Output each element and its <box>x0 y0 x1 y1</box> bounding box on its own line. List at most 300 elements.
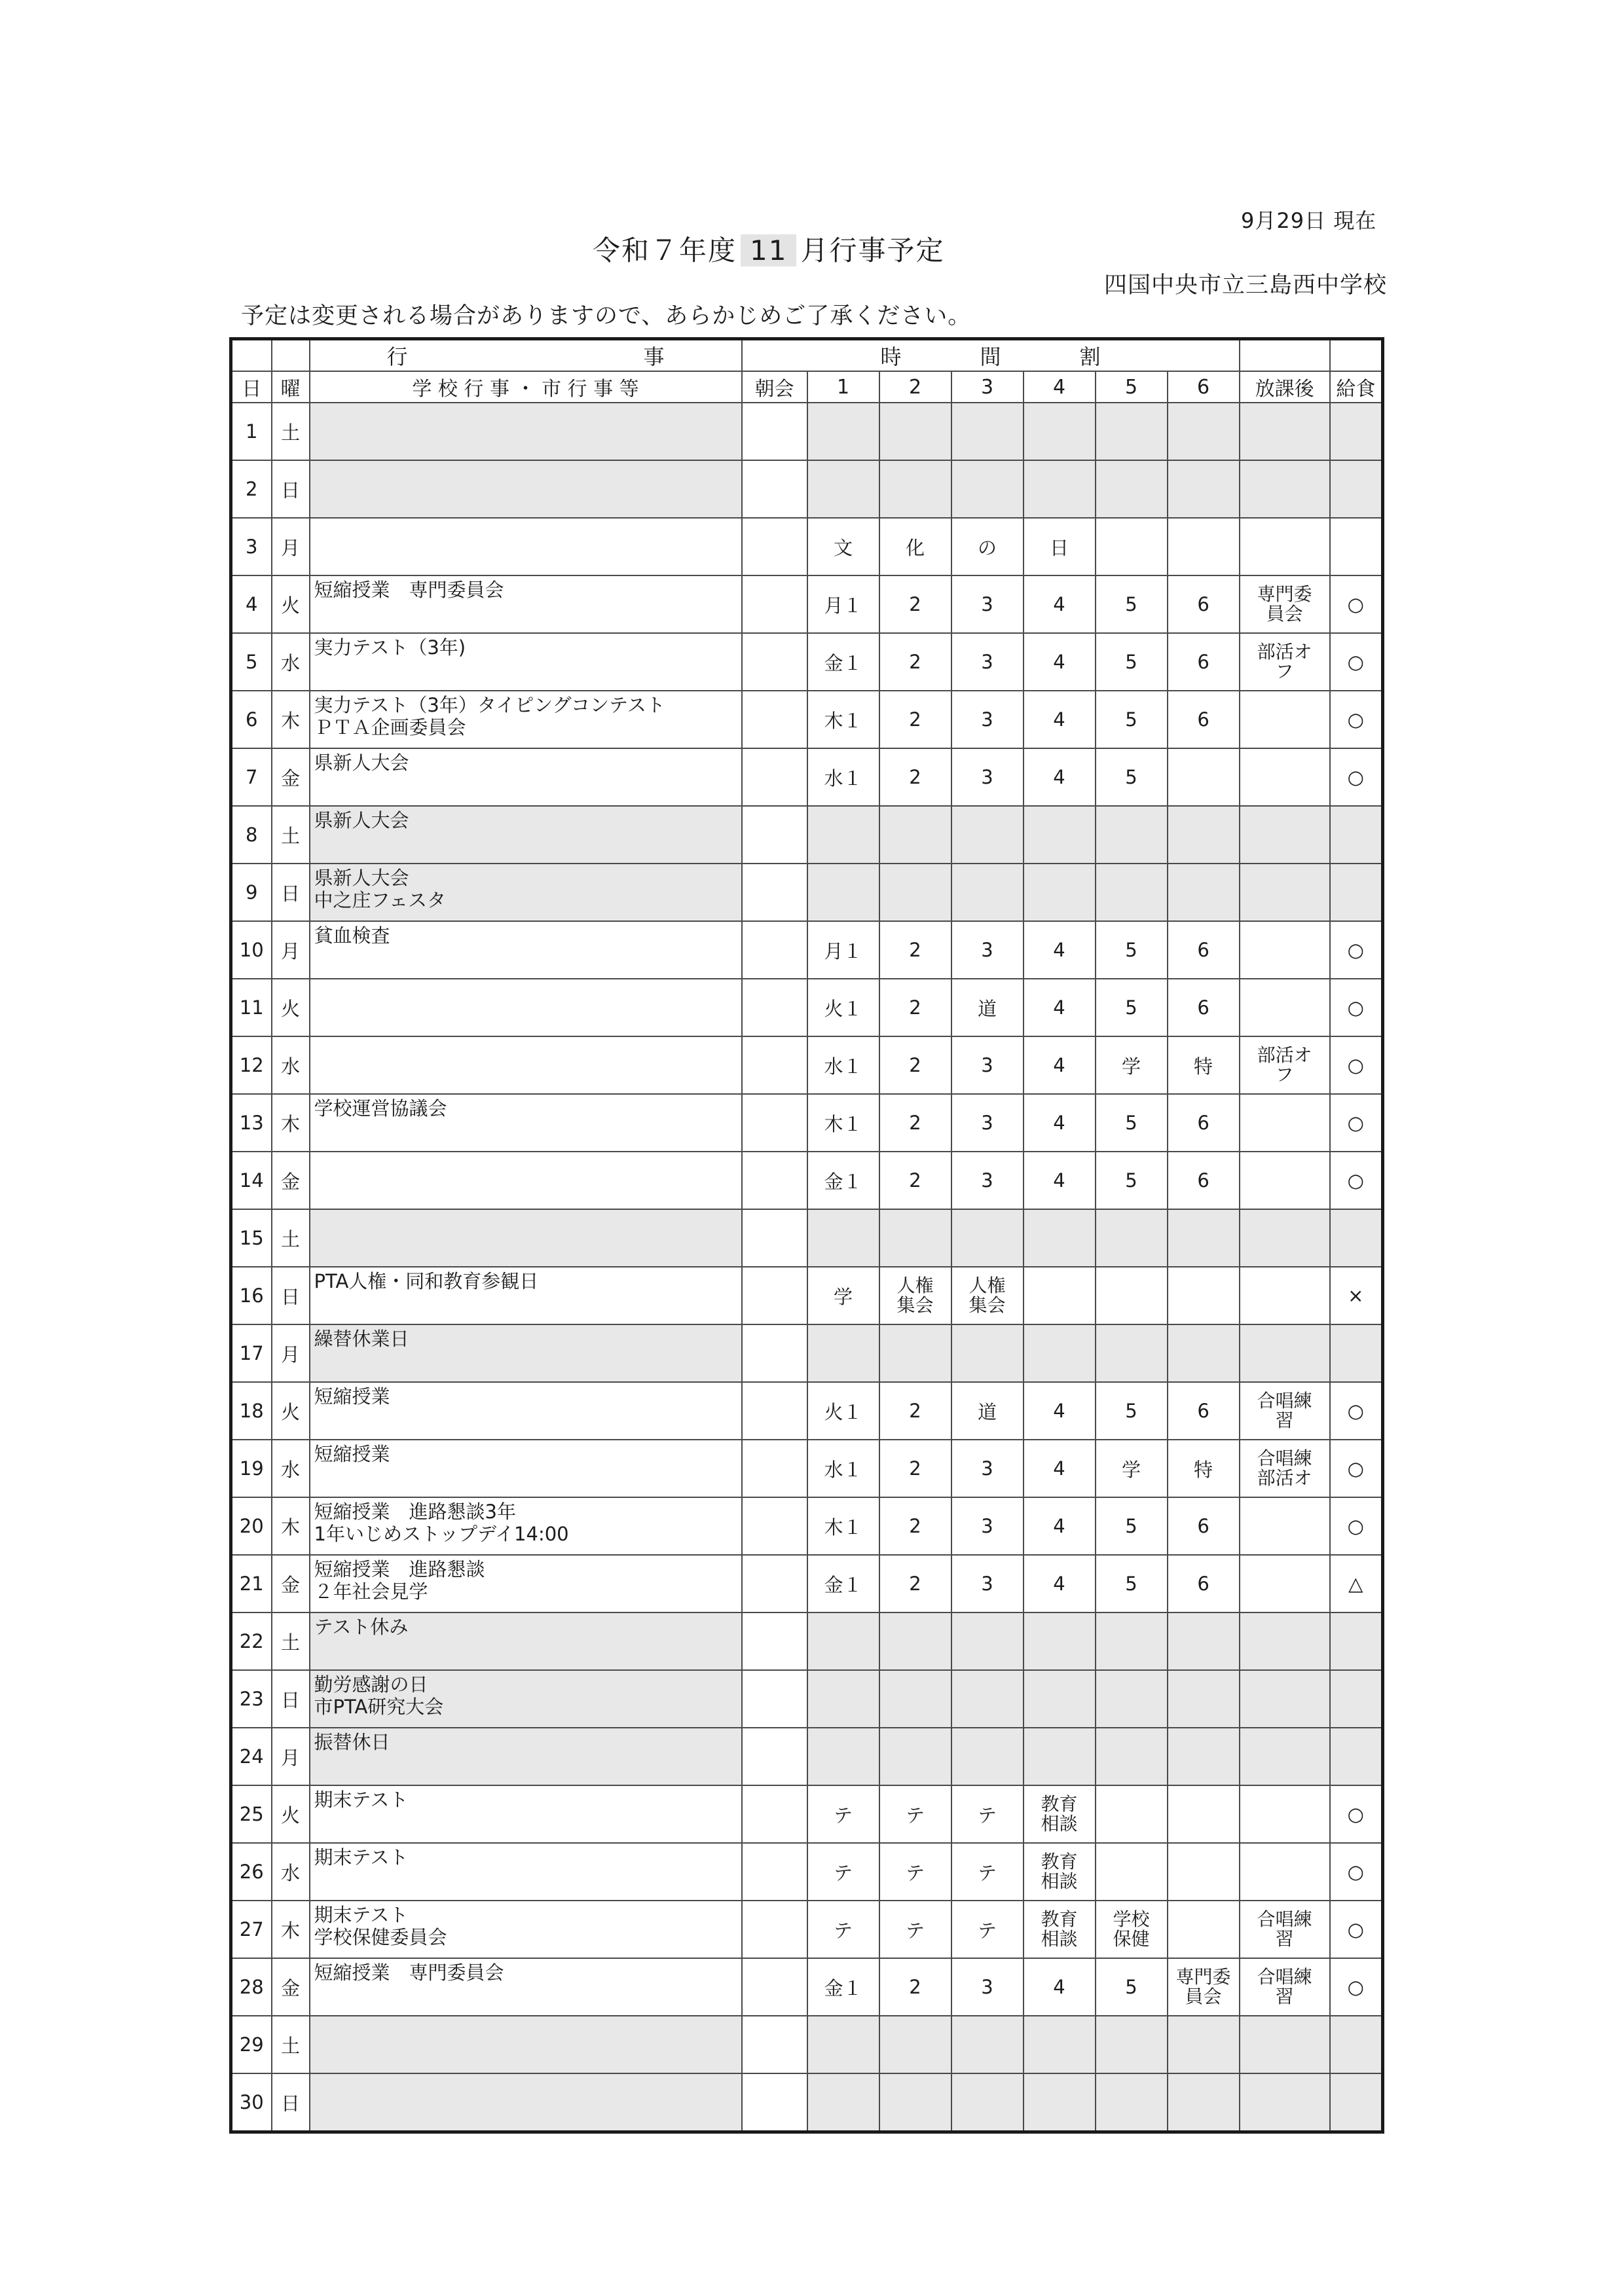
period-cell: 2 <box>879 1497 951 1555</box>
day-cell: 13 <box>231 1094 272 1152</box>
period-cell: 2 <box>879 575 951 633</box>
period-cell: 6 <box>1168 575 1240 633</box>
period-cell <box>1096 518 1168 575</box>
lunch-cell <box>1330 460 1383 518</box>
lunch-cell: ○ <box>1330 1036 1383 1094</box>
period-cell: 学校 保健 <box>1096 1901 1168 1958</box>
day-cell: 12 <box>231 1036 272 1094</box>
period-cell: 木１ <box>807 691 879 748</box>
lunch-cell <box>1330 403 1383 460</box>
period-cell <box>1168 864 1240 921</box>
day-cell: 25 <box>231 1785 272 1843</box>
table-row <box>231 1036 1383 1094</box>
period-cell <box>1024 1267 1096 1324</box>
day-cell: 18 <box>231 1382 272 1440</box>
after-school-cell: 部活オ フ <box>1240 1036 1330 1094</box>
period-cell: 学 <box>807 1267 879 1324</box>
lunch-cell: ○ <box>1330 1094 1383 1152</box>
header-day: 日 <box>231 371 272 403</box>
period-cell <box>1168 518 1240 575</box>
period-cell <box>1168 748 1240 806</box>
event-cell <box>310 1036 742 1094</box>
weekday-cell: 水 <box>272 1843 310 1901</box>
period-cell: 3 <box>951 1440 1024 1497</box>
period-cell <box>1168 806 1240 864</box>
day-cell: 11 <box>231 979 272 1036</box>
period-cell: 3 <box>951 1958 1024 2016</box>
weekday-cell: 木 <box>272 1497 310 1555</box>
period-cell: 5 <box>1096 1497 1168 1555</box>
weekday-cell: 日 <box>272 1267 310 1324</box>
period-cell: 専門委 員会 <box>1168 1958 1240 2016</box>
period-cell: 3 <box>951 1036 1024 1094</box>
title-month: 11 <box>741 234 796 266</box>
morning-cell <box>742 403 807 460</box>
period-cell: 4 <box>1024 1440 1096 1497</box>
header-blank-weekday <box>272 339 310 372</box>
weekday-cell: 月 <box>272 518 310 575</box>
period-cell: 4 <box>1024 1958 1096 2016</box>
period-cell <box>879 1324 951 1382</box>
period-cell: 5 <box>1096 1382 1168 1440</box>
period-cell: 2 <box>879 1382 951 1440</box>
period-cell <box>1168 460 1240 518</box>
header-gyo: 行 <box>386 344 408 369</box>
lunch-cell <box>1330 2073 1383 2132</box>
lunch-cell <box>1330 1670 1383 1728</box>
header-blank-lunch <box>1330 339 1383 372</box>
lunch-cell <box>1330 1209 1383 1267</box>
morning-cell <box>742 460 807 518</box>
after-school-cell <box>1240 748 1330 806</box>
header-timetable-group <box>742 339 1240 372</box>
table-row <box>231 460 1383 518</box>
table-row <box>231 1497 1383 1555</box>
weekday-cell: 金 <box>272 1152 310 1209</box>
period-cell: 水１ <box>807 1036 879 1094</box>
period-cell: 3 <box>951 691 1024 748</box>
period-cell <box>879 1613 951 1670</box>
after-school-cell <box>1240 1843 1330 1901</box>
period-cell: テ <box>879 1901 951 1958</box>
period-cell: テ <box>807 1785 879 1843</box>
period-cell: 道 <box>951 1382 1024 1440</box>
event-cell: 短縮授業 専門委員会 <box>310 575 742 633</box>
period-cell: 4 <box>1024 1497 1096 1555</box>
after-school-cell <box>1240 806 1330 864</box>
weekday-cell: 水 <box>272 1440 310 1497</box>
table-row <box>231 1267 1383 1324</box>
period-cell: 5 <box>1096 1094 1168 1152</box>
period-cell: テ <box>879 1785 951 1843</box>
day-cell: 2 <box>231 460 272 518</box>
table-row <box>231 1728 1383 1785</box>
weekday-cell: 月 <box>272 1324 310 1382</box>
header-events-group <box>310 339 742 372</box>
day-cell: 9 <box>231 864 272 921</box>
period-cell: 道 <box>951 979 1024 1036</box>
period-cell: 化 <box>879 518 951 575</box>
period-cell: 4 <box>1024 1036 1096 1094</box>
period-cell: 5 <box>1096 921 1168 979</box>
table-row <box>231 1843 1383 1901</box>
period-cell: 4 <box>1024 575 1096 633</box>
period-cell <box>879 460 951 518</box>
period-cell: 2 <box>879 691 951 748</box>
morning-cell <box>742 1901 807 1958</box>
day-cell: 23 <box>231 1670 272 1728</box>
after-school-cell <box>1240 1152 1330 1209</box>
header-morning: 朝会 <box>742 371 807 403</box>
period-cell: 金１ <box>807 633 879 691</box>
period-cell <box>807 1209 879 1267</box>
morning-cell <box>742 2016 807 2073</box>
day-cell: 28 <box>231 1958 272 2016</box>
period-cell: 4 <box>1024 1094 1096 1152</box>
morning-cell <box>742 1209 807 1267</box>
period-cell: 2 <box>879 979 951 1036</box>
period-cell <box>1096 1324 1168 1382</box>
event-cell: 学校運営協議会 <box>310 1094 742 1152</box>
lunch-cell: ○ <box>1330 1497 1383 1555</box>
weekday-cell: 日 <box>272 1670 310 1728</box>
morning-cell <box>742 1152 807 1209</box>
period-cell: 2 <box>879 1094 951 1152</box>
period-cell <box>1168 1901 1240 1958</box>
morning-cell <box>742 864 807 921</box>
event-cell: 貧血検査 <box>310 921 742 979</box>
lunch-cell: ○ <box>1330 633 1383 691</box>
header-weekday: 曜 <box>272 371 310 403</box>
period-cell <box>879 1728 951 1785</box>
weekday-cell: 月 <box>272 921 310 979</box>
table-row <box>231 1094 1383 1152</box>
period-cell: 2 <box>879 1555 951 1613</box>
period-cell <box>1096 1785 1168 1843</box>
day-cell: 15 <box>231 1209 272 1267</box>
period-cell: 木１ <box>807 1094 879 1152</box>
period-cell <box>807 2016 879 2073</box>
period-cell: 水１ <box>807 748 879 806</box>
period-cell: 木１ <box>807 1497 879 1555</box>
period-cell: 月１ <box>807 575 879 633</box>
weekday-cell: 水 <box>272 633 310 691</box>
period-cell <box>1096 403 1168 460</box>
after-school-cell <box>1240 1324 1330 1382</box>
event-cell: 県新人大会 中之庄フェスタ <box>310 864 742 921</box>
period-cell <box>951 864 1024 921</box>
period-cell <box>807 403 879 460</box>
header-after-school: 放課後 <box>1240 371 1330 403</box>
period-cell <box>1024 403 1096 460</box>
table-row <box>231 1324 1383 1382</box>
header-wari: 割 <box>1079 344 1101 369</box>
lunch-cell: ○ <box>1330 1901 1383 1958</box>
period-cell: 4 <box>1024 921 1096 979</box>
morning-cell <box>742 1036 807 1094</box>
lunch-cell: ○ <box>1330 1843 1383 1901</box>
lunch-cell <box>1330 2016 1383 2073</box>
day-cell: 3 <box>231 518 272 575</box>
table-row <box>231 1785 1383 1843</box>
period-cell: 火１ <box>807 1382 879 1440</box>
period-cell: 教育 相談 <box>1024 1901 1096 1958</box>
period-cell: 2 <box>879 1036 951 1094</box>
period-cell <box>807 1613 879 1670</box>
period-cell <box>807 1728 879 1785</box>
table-row <box>231 1209 1383 1267</box>
weekday-cell: 土 <box>272 1613 310 1670</box>
table-row <box>231 921 1383 979</box>
table-row <box>231 1670 1383 1728</box>
period-cell: 2 <box>879 1958 951 2016</box>
period-cell: 火１ <box>807 979 879 1036</box>
day-cell: 5 <box>231 633 272 691</box>
period-cell <box>807 2073 879 2132</box>
day-cell: 6 <box>231 691 272 748</box>
lunch-cell: ○ <box>1330 691 1383 748</box>
day-cell: 1 <box>231 403 272 460</box>
period-cell <box>1024 806 1096 864</box>
lunch-cell: ○ <box>1330 1382 1383 1440</box>
period-cell: 6 <box>1168 633 1240 691</box>
weekday-cell: 水 <box>272 1036 310 1094</box>
after-school-cell <box>1240 1497 1330 1555</box>
period-cell: 4 <box>1024 1555 1096 1613</box>
lunch-cell: △ <box>1330 1555 1383 1613</box>
period-cell: 教育 相談 <box>1024 1843 1096 1901</box>
period-cell: 金１ <box>807 1958 879 2016</box>
period-cell: 金１ <box>807 1555 879 1613</box>
header-p5: 5 <box>1096 371 1168 403</box>
event-cell: 県新人大会 <box>310 806 742 864</box>
weekday-cell: 金 <box>272 1555 310 1613</box>
period-cell: 文 <box>807 518 879 575</box>
header-row-1 <box>231 339 1383 372</box>
day-cell: 26 <box>231 1843 272 1901</box>
event-cell <box>310 979 742 1036</box>
period-cell <box>1168 1670 1240 1728</box>
period-cell: テ <box>951 1785 1024 1843</box>
period-cell <box>1096 806 1168 864</box>
weekday-cell: 金 <box>272 1958 310 2016</box>
event-cell: テスト休み <box>310 1613 742 1670</box>
table-row <box>231 633 1383 691</box>
morning-cell <box>742 575 807 633</box>
lunch-cell: ○ <box>1330 979 1383 1036</box>
period-cell: 学 <box>1096 1440 1168 1497</box>
event-cell: 短縮授業 進路懇談3年 1年いじめストップデイ14:00 <box>310 1497 742 1555</box>
weekday-cell: 木 <box>272 1901 310 1958</box>
after-school-cell <box>1240 2016 1330 2073</box>
table-row <box>231 748 1383 806</box>
weekday-cell: 火 <box>272 979 310 1036</box>
header-row-2 <box>231 371 1383 403</box>
weekday-cell: 土 <box>272 2016 310 2073</box>
period-cell <box>1168 403 1240 460</box>
header-ji2: 時 <box>880 344 902 369</box>
period-cell <box>1024 2073 1096 2132</box>
period-cell: テ <box>807 1843 879 1901</box>
period-cell <box>1096 2016 1168 2073</box>
period-cell <box>879 2073 951 2132</box>
period-cell: 6 <box>1168 1382 1240 1440</box>
period-cell <box>1168 2016 1240 2073</box>
after-school-cell <box>1240 921 1330 979</box>
event-cell: 短縮授業 <box>310 1382 742 1440</box>
period-cell <box>1096 1843 1168 1901</box>
table-row <box>231 518 1383 575</box>
event-cell: 繰替休業日 <box>310 1324 742 1382</box>
morning-cell <box>742 1728 807 1785</box>
morning-cell <box>742 1958 807 2016</box>
table-row <box>231 1152 1383 1209</box>
period-cell: テ <box>879 1843 951 1901</box>
period-cell <box>1096 1613 1168 1670</box>
table-row <box>231 806 1383 864</box>
morning-cell <box>742 1613 807 1670</box>
period-cell: 5 <box>1096 691 1168 748</box>
period-cell: 特 <box>1168 1036 1240 1094</box>
day-cell: 29 <box>231 2016 272 2073</box>
weekday-cell: 月 <box>272 1728 310 1785</box>
period-cell: 2 <box>879 921 951 979</box>
header-kan: 間 <box>980 344 1001 369</box>
lunch-cell <box>1330 864 1383 921</box>
event-cell <box>310 1152 742 1209</box>
table-row <box>231 2016 1383 2073</box>
table-row <box>231 691 1383 748</box>
table-row <box>231 403 1383 460</box>
period-cell: 2 <box>879 1440 951 1497</box>
morning-cell <box>742 1555 807 1613</box>
period-cell: 特 <box>1168 1440 1240 1497</box>
period-cell: 6 <box>1168 1152 1240 1209</box>
lunch-cell <box>1330 1613 1383 1670</box>
after-school-cell <box>1240 403 1330 460</box>
header-p2: 2 <box>879 371 951 403</box>
period-cell <box>1024 460 1096 518</box>
period-cell: テ <box>951 1843 1024 1901</box>
after-school-cell: 合唱練 習 <box>1240 1901 1330 1958</box>
table-row <box>231 2073 1383 2132</box>
after-school-cell <box>1240 460 1330 518</box>
header-blank-after <box>1240 339 1330 372</box>
after-school-cell <box>1240 518 1330 575</box>
schedule-table <box>229 337 1384 2134</box>
period-cell <box>807 864 879 921</box>
period-cell: 4 <box>1024 748 1096 806</box>
period-cell: 4 <box>1024 979 1096 1036</box>
period-cell <box>1096 460 1168 518</box>
table-row <box>231 575 1383 633</box>
period-cell: 3 <box>951 748 1024 806</box>
period-cell <box>1024 1209 1096 1267</box>
period-cell: 水１ <box>807 1440 879 1497</box>
period-cell <box>1024 1728 1096 1785</box>
schedule-body <box>231 403 1383 2132</box>
after-school-cell <box>1240 1209 1330 1267</box>
lunch-cell: × <box>1330 1267 1383 1324</box>
period-cell: 日 <box>1024 518 1096 575</box>
morning-cell <box>742 979 807 1036</box>
after-school-cell: 専門委 員会 <box>1240 575 1330 633</box>
event-cell: 期末テスト 学校保健委員会 <box>310 1901 742 1958</box>
period-cell <box>879 1209 951 1267</box>
header-p4: 4 <box>1024 371 1096 403</box>
period-cell <box>879 403 951 460</box>
period-cell: 人権 集会 <box>879 1267 951 1324</box>
after-school-cell <box>1240 1094 1330 1152</box>
header-p1: 1 <box>807 371 879 403</box>
morning-cell <box>742 1382 807 1440</box>
period-cell <box>879 1670 951 1728</box>
period-cell: 教育 相談 <box>1024 1785 1096 1843</box>
period-cell <box>1168 1843 1240 1901</box>
weekday-cell: 金 <box>272 748 310 806</box>
period-cell: 4 <box>1024 691 1096 748</box>
morning-cell <box>742 1843 807 1901</box>
period-cell <box>807 806 879 864</box>
morning-cell <box>742 2073 807 2132</box>
table-row <box>231 864 1383 921</box>
event-cell <box>310 2073 742 2132</box>
table-row <box>231 1555 1383 1613</box>
period-cell <box>951 1209 1024 1267</box>
event-cell <box>310 2016 742 2073</box>
weekday-cell: 土 <box>272 403 310 460</box>
day-cell: 8 <box>231 806 272 864</box>
day-cell: 22 <box>231 1613 272 1670</box>
day-cell: 7 <box>231 748 272 806</box>
period-cell <box>951 806 1024 864</box>
lunch-cell: ○ <box>1330 921 1383 979</box>
event-cell: 振替休日 <box>310 1728 742 1785</box>
after-school-cell <box>1240 691 1330 748</box>
table-row <box>231 1901 1383 1958</box>
morning-cell <box>742 1440 807 1497</box>
period-cell <box>1096 1209 1168 1267</box>
period-cell: 金１ <box>807 1152 879 1209</box>
event-cell: 短縮授業 進路懇談 ２年社会見学 <box>310 1555 742 1613</box>
period-cell: 3 <box>951 633 1024 691</box>
morning-cell <box>742 1094 807 1152</box>
after-school-cell: 合唱練 習 <box>1240 1382 1330 1440</box>
event-cell: 短縮授業 専門委員会 <box>310 1958 742 2016</box>
period-cell: 5 <box>1096 633 1168 691</box>
period-cell: 5 <box>1096 979 1168 1036</box>
period-cell <box>1096 864 1168 921</box>
header-events: 学 校 行 事 ・ 市 行 事 等 <box>310 371 742 403</box>
after-school-cell <box>1240 2073 1330 2132</box>
period-cell <box>951 1324 1024 1382</box>
after-school-cell <box>1240 1555 1330 1613</box>
after-school-cell <box>1240 1613 1330 1670</box>
weekday-cell: 日 <box>272 864 310 921</box>
period-cell: 6 <box>1168 1497 1240 1555</box>
after-school-cell <box>1240 1728 1330 1785</box>
morning-cell <box>742 633 807 691</box>
period-cell: 5 <box>1096 1958 1168 2016</box>
period-cell <box>1168 1209 1240 1267</box>
morning-cell <box>742 691 807 748</box>
period-cell: 5 <box>1096 575 1168 633</box>
period-cell <box>1024 1670 1096 1728</box>
day-cell: 16 <box>231 1267 272 1324</box>
event-cell <box>310 460 742 518</box>
period-cell <box>1168 2073 1240 2132</box>
header-lunch: 給食 <box>1330 371 1383 403</box>
